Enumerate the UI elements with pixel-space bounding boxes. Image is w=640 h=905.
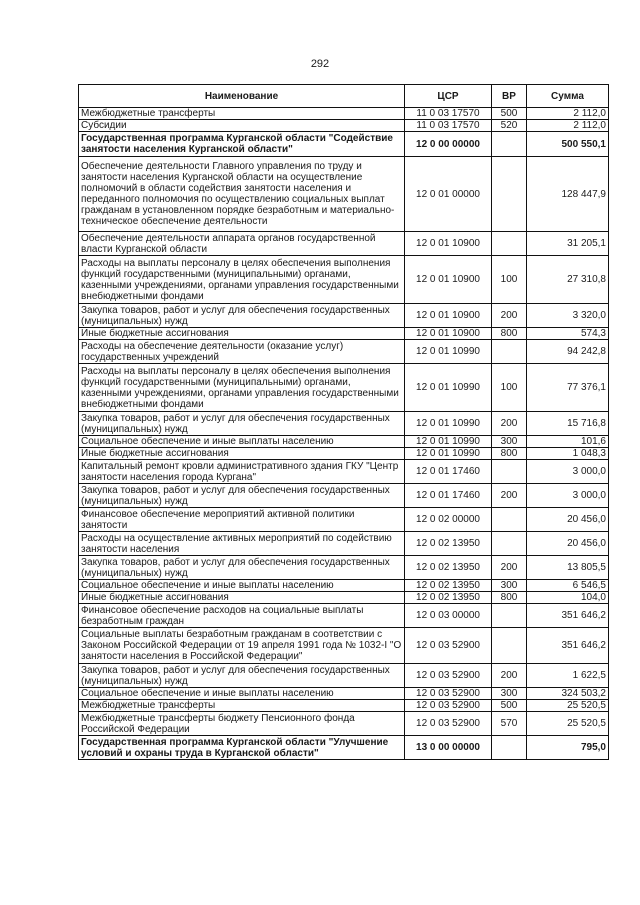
table-row [79,700,609,712]
row-name-cell: Закупка товаров, работ и услуг для обеспечения государственных (муниципальных) нужд [79,412,405,436]
row-sum-cell: 2 112,0 [527,120,609,132]
row-vr-cell: 200 [492,556,527,580]
row-name-cell: Капитальный ремонт кровли административного здания ГКУ "Центр занятости населения города Кургана" [79,460,405,484]
row-name-cell: Межбюджетные трансферты [79,700,405,712]
table-row [79,628,609,664]
row-name-cell: Государственная программа Курганской области "Улучшение условий и охраны труда в Курганской области" [79,736,405,760]
row-csr-cell: 12 0 01 10990 [405,436,492,448]
table-body [79,108,609,760]
row-sum-cell: 25 520,5 [527,700,609,712]
row-name-cell: Межбюджетные трансферты бюджету Пенсионного фонда Российской Федерации [79,712,405,736]
row-vr-cell [492,132,527,157]
row-sum-cell: 94 242,8 [527,340,609,364]
table-row [79,157,609,232]
row-csr-cell: 12 0 03 52900 [405,712,492,736]
row-vr-cell [492,736,527,760]
row-vr-cell: 300 [492,436,527,448]
row-name-cell: Финансовое обеспечение расходов на социальные выплаты безработным граждан [79,604,405,628]
row-csr-cell: 12 0 02 13950 [405,580,492,592]
row-name-cell: Финансовое обеспечение мероприятий активной политики занятости [79,508,405,532]
row-name-cell: Социальное обеспечение и иные выплаты населению [79,436,405,448]
budget-table [78,84,609,760]
row-csr-cell: 12 0 02 13950 [405,592,492,604]
row-csr-cell: 12 0 03 52900 [405,664,492,688]
row-vr-cell: 200 [492,664,527,688]
row-csr-cell: 11 0 03 17570 [405,108,492,120]
table-row [79,460,609,484]
row-sum-cell: 77 376,1 [527,364,609,412]
row-vr-cell: 200 [492,304,527,328]
table-row [79,328,609,340]
table-row [79,340,609,364]
table-row [79,304,609,328]
row-sum-cell: 104,0 [527,592,609,604]
row-sum-cell: 25 520,5 [527,712,609,736]
row-sum-cell: 27 310,8 [527,256,609,304]
row-name-cell: Расходы на обеспечение деятельности (оказание услуг) государственных учреждений [79,340,405,364]
row-name-cell: Иные бюджетные ассигнования [79,448,405,460]
row-vr-cell [492,340,527,364]
row-sum-cell: 13 805,5 [527,556,609,580]
row-sum-cell: 3 320,0 [527,304,609,328]
row-csr-cell: 12 0 02 13950 [405,556,492,580]
header-vr: ВР [492,85,527,108]
table-row [79,592,609,604]
row-sum-cell: 15 716,8 [527,412,609,436]
table-row [79,556,609,580]
table-row [79,580,609,592]
row-sum-cell: 324 503,2 [527,688,609,700]
row-csr-cell: 12 0 01 10900 [405,328,492,340]
row-sum-cell: 795,0 [527,736,609,760]
row-sum-cell: 574,3 [527,328,609,340]
table-row [79,604,609,628]
row-name-cell: Обеспечение деятельности аппарата органов государственной власти Курганской области [79,232,405,256]
row-name-cell: Расходы на осуществление активных мероприятий по содействию занятости населения [79,532,405,556]
row-sum-cell: 3 000,0 [527,460,609,484]
row-csr-cell: 12 0 03 52900 [405,700,492,712]
row-sum-cell: 1 622,5 [527,664,609,688]
row-csr-cell: 11 0 03 17570 [405,120,492,132]
table-row [79,436,609,448]
table-row [79,132,609,157]
row-csr-cell: 12 0 03 00000 [405,604,492,628]
row-csr-cell: 12 0 03 52900 [405,688,492,700]
row-csr-cell: 12 0 02 00000 [405,508,492,532]
row-name-cell: Социальное обеспечение и иные выплаты населению [79,688,405,700]
row-name-cell: Расходы на выплаты персоналу в целях обеспечения выполнения функций государственными (муниципальными) органами, казенными учреждениями, органами управления государственными внебюджетными фондами [79,256,405,304]
row-vr-cell: 500 [492,108,527,120]
row-vr-cell [492,628,527,664]
header-csr: ЦСР [405,85,492,108]
row-name-cell: Закупка товаров, работ и услуг для обеспечения государственных (муниципальных) нужд [79,556,405,580]
row-sum-cell: 2 112,0 [527,108,609,120]
page-number: 292 [310,58,330,70]
row-csr-cell: 12 0 00 00000 [405,132,492,157]
row-sum-cell: 20 456,0 [527,532,609,556]
row-csr-cell: 12 0 01 17460 [405,484,492,508]
row-name-cell: Иные бюджетные ассигнования [79,328,405,340]
row-vr-cell [492,532,527,556]
row-sum-cell: 351 646,2 [527,604,609,628]
table-row [79,688,609,700]
row-csr-cell: 12 0 01 10990 [405,448,492,460]
row-name-cell: Социальное обеспечение и иные выплаты населению [79,580,405,592]
row-vr-cell: 800 [492,592,527,604]
table-header-row [79,85,609,108]
row-sum-cell: 1 048,3 [527,448,609,460]
table-row [79,664,609,688]
row-csr-cell: 12 0 01 10990 [405,412,492,436]
row-name-cell: Расходы на выплаты персоналу в целях обеспечения выполнения функций государственными (муниципальными) органами, казенными учреждениями, органами управления государственными внебюджетными фондами [79,364,405,412]
row-sum-cell: 101,6 [527,436,609,448]
row-vr-cell [492,508,527,532]
row-vr-cell: 100 [492,256,527,304]
row-vr-cell [492,460,527,484]
row-vr-cell: 200 [492,412,527,436]
table-row [79,448,609,460]
row-csr-cell: 12 0 01 00000 [405,157,492,232]
row-name-cell: Закупка товаров, работ и услуг для обеспечения государственных (муниципальных) нужд [79,484,405,508]
row-name-cell: Иные бюджетные ассигнования [79,592,405,604]
row-csr-cell: 13 0 00 00000 [405,736,492,760]
table-row [79,120,609,132]
table-row [79,484,609,508]
table-row [79,508,609,532]
row-csr-cell: 12 0 02 13950 [405,532,492,556]
table-row [79,364,609,412]
row-csr-cell: 12 0 01 10900 [405,256,492,304]
row-sum-cell: 500 550,1 [527,132,609,157]
row-sum-cell: 128 447,9 [527,157,609,232]
table-row [79,412,609,436]
row-name-cell: Закупка товаров, работ и услуг для обеспечения государственных (муниципальных) нужд [79,664,405,688]
table-row [79,232,609,256]
row-vr-cell [492,232,527,256]
row-sum-cell: 6 546,5 [527,580,609,592]
table-row [79,108,609,120]
table-row [79,256,609,304]
row-sum-cell: 31 205,1 [527,232,609,256]
row-sum-cell: 351 646,2 [527,628,609,664]
row-vr-cell: 200 [492,484,527,508]
table-row [79,736,609,760]
row-sum-cell: 20 456,0 [527,508,609,532]
row-name-cell: Межбюджетные трансферты [79,108,405,120]
row-vr-cell: 300 [492,580,527,592]
header-sum: Сумма [527,85,609,108]
table-row [79,532,609,556]
row-csr-cell: 12 0 01 10900 [405,232,492,256]
row-vr-cell: 520 [492,120,527,132]
row-name-cell: Закупка товаров, работ и услуг для обеспечения государственных (муниципальных) нужд [79,304,405,328]
row-sum-cell: 3 000,0 [527,484,609,508]
row-name-cell: Социальные выплаты безработным гражданам в соответствии с Законом Российской Федерации от 19 апреля 1991 года № 1032-I "О занятости населения в Российской Федерации" [79,628,405,664]
row-vr-cell [492,157,527,232]
header-name: Наименование [79,85,405,108]
row-csr-cell: 12 0 01 10990 [405,340,492,364]
row-vr-cell: 800 [492,448,527,460]
row-name-cell: Обеспечение деятельности Главного управления по труду и занятости населения Курганской области на осуществление полномочий в области содействия занятости населения и переданного полномочия по осуществлению социальных выплат гражданам в установленном порядке безработным и материально-техническое обеспечение деятельности [79,157,405,232]
row-csr-cell: 12 0 03 52900 [405,628,492,664]
row-vr-cell [492,604,527,628]
row-vr-cell: 500 [492,700,527,712]
row-csr-cell: 12 0 01 10900 [405,304,492,328]
row-name-cell: Субсидии [79,120,405,132]
table-row [79,712,609,736]
row-csr-cell: 12 0 01 10990 [405,364,492,412]
row-vr-cell: 800 [492,328,527,340]
row-vr-cell: 570 [492,712,527,736]
row-csr-cell: 12 0 01 17460 [405,460,492,484]
row-vr-cell: 300 [492,688,527,700]
row-vr-cell: 100 [492,364,527,412]
row-name-cell: Государственная программа Курганской области "Содействие занятости населения Курганской области" [79,132,405,157]
